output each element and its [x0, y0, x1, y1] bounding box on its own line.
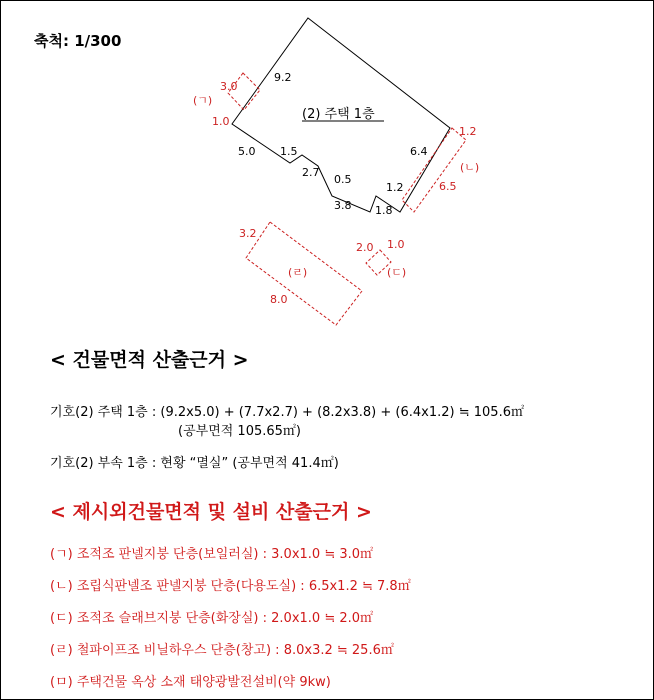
dim-step-a: 2.7 — [302, 166, 320, 179]
extra-item-a: (ㄱ) 조적조 판넬지붕 단층(보일러실) : 3.0x1.0 ≒ 3.0㎡ — [50, 547, 374, 562]
annex-b-width: 1.2 — [459, 125, 477, 138]
annex-c-mark: (ㄷ) — [387, 266, 407, 279]
building-area-heading: < 건물면적 산출근거 > — [50, 349, 249, 371]
extra-area-heading: < 제시외건물면적 및 설비 산출근거 > — [50, 501, 372, 523]
dim-step-c: 3.8 — [334, 199, 352, 212]
dim-step-b: 0.5 — [334, 173, 352, 186]
extra-item-b: (ㄴ) 조립식판넬조 판넬지붕 단층(다용도실) : 6.5x1.2 ≒ 7.8㎡ — [50, 579, 411, 594]
extra-item-e: (ㅁ) 주택건물 옥상 소재 태양광발전설비(약 9kw) — [50, 675, 331, 690]
annex-d-mark: (ㄹ) — [288, 266, 308, 279]
building-area-line-1: 기호(2) 주택 1층 : (9.2x5.0) + (7.7x2.7) + (8.2x3.8) + (6.4x1.2) ≒ 105.6㎡ — [50, 405, 524, 420]
annex-a-mark: (ㄱ) — [193, 94, 213, 107]
dim-step-d: 1.2 — [386, 181, 404, 194]
main-house-title: (2) 주택 1층 — [302, 107, 375, 122]
dim-bottom-a: 5.0 — [238, 145, 256, 158]
annex-b-mark: (ㄴ) — [460, 161, 480, 174]
annex-d-width: 3.2 — [239, 227, 257, 240]
annex-c-height: 1.0 — [387, 238, 405, 251]
annex-b-length: 6.5 — [439, 180, 457, 193]
extra-item-d: (ㄹ) 철파이프조 비닐하우스 단층(창고) : 8.0x3.2 ≒ 25.6㎡ — [50, 643, 394, 658]
dim-bottom-b: 1.5 — [280, 145, 298, 158]
extra-item-c: (ㄷ) 조적조 슬래브지붕 단층(화장실) : 2.0x1.0 ≒ 2.0㎡ — [50, 611, 374, 626]
annex-a-width: 3.0 — [220, 80, 238, 93]
dim-step-e: 1.8 — [375, 204, 393, 217]
dim-right: 6.4 — [410, 145, 428, 158]
annex-d-length: 8.0 — [270, 293, 288, 306]
building-area-line-1b: (공부면적 105.65㎡) — [178, 424, 301, 439]
building-area-line-2: 기호(2) 부속 1층 : 현황 “멸실” (공부면적 41.4㎡) — [50, 456, 339, 471]
dim-left: 1.0 — [212, 115, 230, 128]
floor-plan-drawing — [0, 0, 654, 340]
annex-b-outline — [402, 128, 466, 212]
scale-label: 축척: 1/300 — [34, 32, 122, 50]
dim-top: 9.2 — [274, 71, 292, 84]
annex-c-width: 2.0 — [356, 241, 374, 254]
